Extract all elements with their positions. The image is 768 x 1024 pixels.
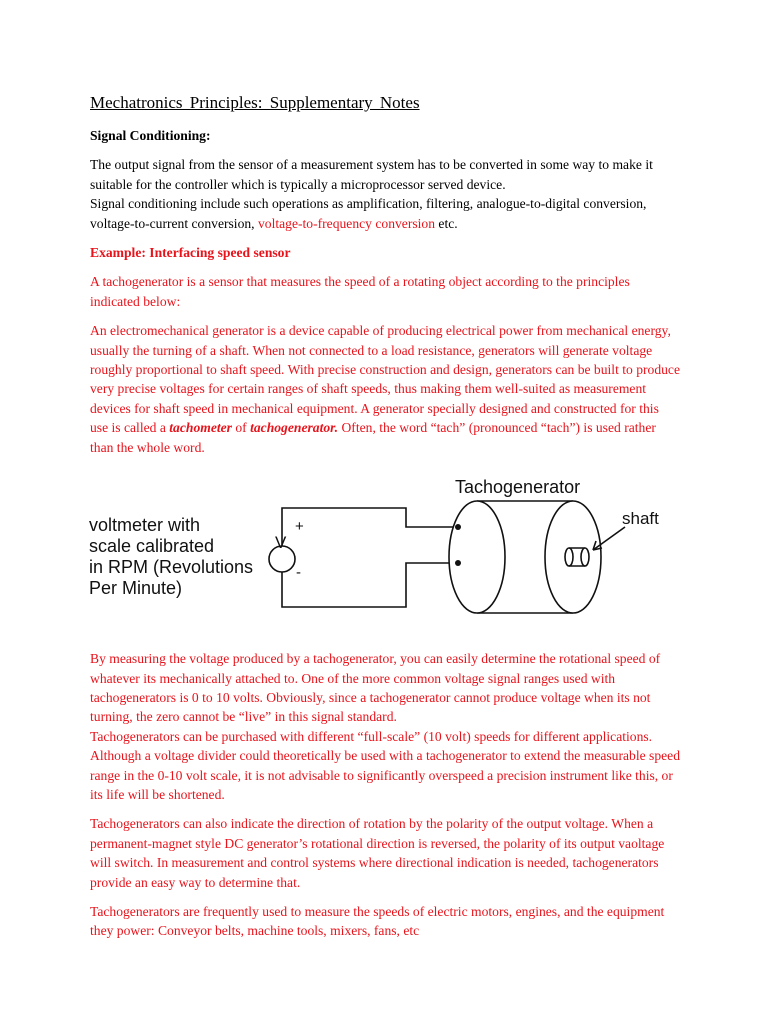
terminal-bottom bbox=[455, 560, 461, 566]
generator-text: An electromechanical generator is a device capable of producing electrical power from mechanical energy, usually the turning of a shaft. When not connected to a load resistance, generators will generate voltage roughly proportional to shaft speed. With precise construction and design, generators can be built to produce very precise voltages for certain ranges of shaft speeds, thus making them well-suited as measurement devices for shaft speed in mechanical equipment. A generator specially designed and constructed for this use is called a bbox=[90, 323, 680, 436]
shaft-label: shaft bbox=[622, 509, 659, 529]
measure-paragraph-1: By measuring the voltage produced by a tachogenerator, you can easily determine the rotational speed of whatever its mechanically attached to. One of the more common voltage signal ranges used with tachogenerators is 0 to 10 volts. Obviously, since a tachogenerator cannot produce voltage when its not turning, the zero cannot be “live” in this signal standard. bbox=[90, 651, 661, 725]
plus-sign: + bbox=[295, 518, 304, 536]
intro-paragraph-2 bbox=[90, 194, 680, 233]
tachogenerator-label: Tachogenerator bbox=[455, 477, 581, 498]
shaft-tip bbox=[581, 548, 589, 566]
term-tachogenerator: tachogenerator. bbox=[250, 420, 339, 436]
bottom-wire bbox=[282, 563, 458, 607]
measure-paragraph-2: Tachogenerators can be purchased with different “full-scale” (10 volt) speeds for different applications. Although a voltage divider could theoretically be used with a tachogenerator to extend the measurable speed range in the 0-10 volt scale, it is not advisable to significantly overspeed a precision instrument like this, or its life will be shortened. bbox=[90, 728, 680, 802]
section-heading: Signal Conditioning: bbox=[90, 128, 211, 143]
terminal-top bbox=[455, 524, 461, 530]
intro-paragraph-1: The output signal from the sensor of a measurement system has to be converted in some way to make it suitable for the controller which is typically a microprocessor served device. bbox=[90, 157, 653, 192]
top-wire bbox=[282, 508, 458, 557]
generator-paragraph bbox=[90, 321, 680, 457]
minus-sign: - bbox=[296, 564, 301, 582]
tacho-intro-paragraph: A tachogenerator is a sensor that measures the speed of a rotating object according to the principles indicated below: bbox=[90, 274, 630, 309]
intro-text-end: etc. bbox=[435, 215, 458, 231]
tachogenerator-diagram bbox=[85, 477, 675, 627]
term-tachometer: tachometer bbox=[169, 420, 232, 436]
intro-text-highlight: voltage-to-frequency conversion bbox=[257, 215, 436, 231]
example-heading: Example: Interfacing speed sensor bbox=[90, 245, 291, 261]
document-title: Mechatronics Principles: Supplementary Notes bbox=[90, 93, 420, 112]
document-page bbox=[90, 92, 680, 941]
voltmeter-label: voltmeter with scale calibrated in RPM (Revolutions Per Minute) bbox=[89, 515, 254, 599]
generator-text-end: Often, the word “tach” (pronounced “tach”) is used rather than the whole word. bbox=[90, 420, 656, 455]
cylinder-back bbox=[449, 501, 505, 613]
voltmeter-symbol: V bbox=[275, 533, 287, 553]
direction-paragraph: Tachogenerators can also indicate the direction of rotation by the polarity of the output voltage. When a permanent-magnet style DC generator’s rotational direction is reversed, the polarity of its output vaoltage will switch. In measurement and control systems where directional indication is needed, tachogenerators provide an easy way to determine that. bbox=[90, 816, 665, 890]
uses-paragraph: Tachogenerators are frequently used to measure the speeds of electric motors, engines, and the equipment they power: Conveyor belts, machine tools, mixers, fans, etc bbox=[90, 903, 665, 939]
generator-of: of bbox=[231, 420, 251, 436]
intro-text-start: Signal conditioning include such operations as amplification, filtering, analogue-to-digital conversion, voltage-to-current conversion, bbox=[90, 196, 647, 231]
